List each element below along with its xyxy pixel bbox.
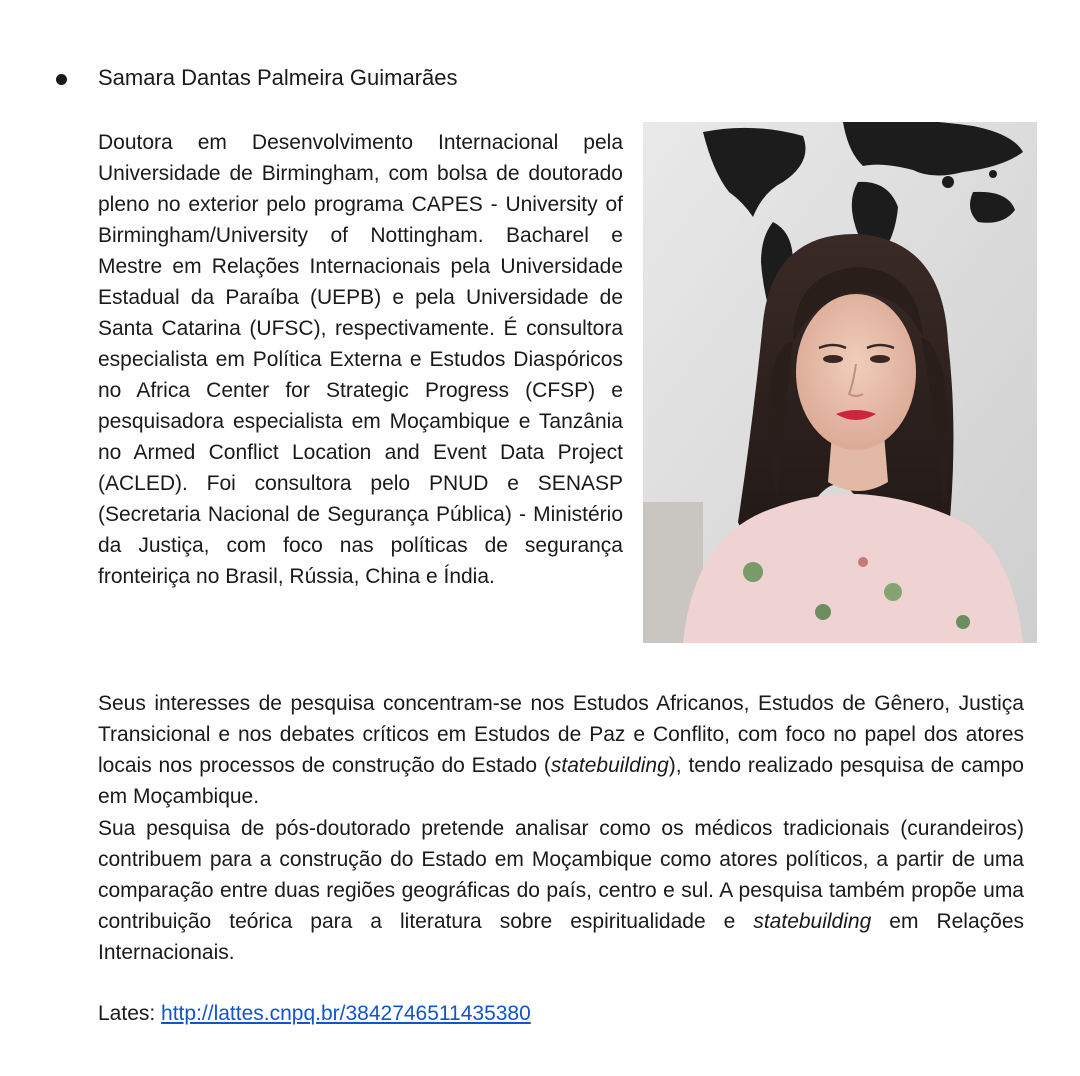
lates-line [98, 998, 531, 1029]
lates-link[interactable]: http://lattes.cnpq.br/3842746511435380 [161, 1002, 531, 1025]
person-name: Samara Dantas Palmeira Guimarães [98, 65, 458, 90]
interests-text-end: ), tendo realizado pesquisa de campo em Moçambique. [98, 754, 1024, 808]
interests-text: Seus interesses de pesquisa concentram-se nos Estudos Africanos, Estudos de Gênero, Justiça Transicional e nos debates críticos em Estudos de Paz e Conflito, com foco no papel dos atores locais nos processos de construção do Estado ( [98, 692, 1024, 777]
postdoc-paragraph [98, 813, 1024, 968]
postdoc-text: Sua pesquisa de pós-doutorado pretende analisar como os médicos tradicionais (curandeiros) contribuem para a construção do Estado em Moçambique como atores políticos, a partir de uma comparação entre duas regiões geográficas do país, centro e sul. A pesquisa também propõe uma contribuição teórica para a literatura sobre espiritualidade e [98, 817, 1024, 933]
lates-label: Lates: [98, 1002, 162, 1025]
interests-italic-term: statebuilding [550, 754, 669, 777]
bullet-item [56, 62, 457, 94]
postdoc-italic-term: statebuilding [753, 910, 872, 933]
postdoc-text-end: em Relações Internacionais. [98, 910, 1024, 964]
bio-paragraph: Doutora em Desenvolvimento Internacional pela Universidade de Birmingham, com bolsa de doutorado pleno no exterior pelo programa CAPES - University of Birmingham/University of Nottingham. Bacharel e Mestre em Relações Internacionais pela Universidade Estadual da Paraíba (UEPB) e pela Universidade de Santa Catarina (UFSC), respectivamente. É consultora especialista em Política Externa e Estudos Diaspóricos no Africa Center for Strategic Progress (CFSP) e pesquisadora especialista em Moçambique e Tanzânia no Armed Conflict Location and Event Data Project (ACLED). Foi consultora pelo PNUD e SENASP (Secretaria Nacional de Segurança Pública) - Ministério da Justiça, com foco nas políticas de segurança fronteiriça no Brasil, Rússia, China e Índia. [98, 131, 623, 588]
bullet-dot [56, 74, 67, 85]
research-interests-paragraph [98, 688, 1024, 812]
portrait-photo [643, 122, 1037, 643]
